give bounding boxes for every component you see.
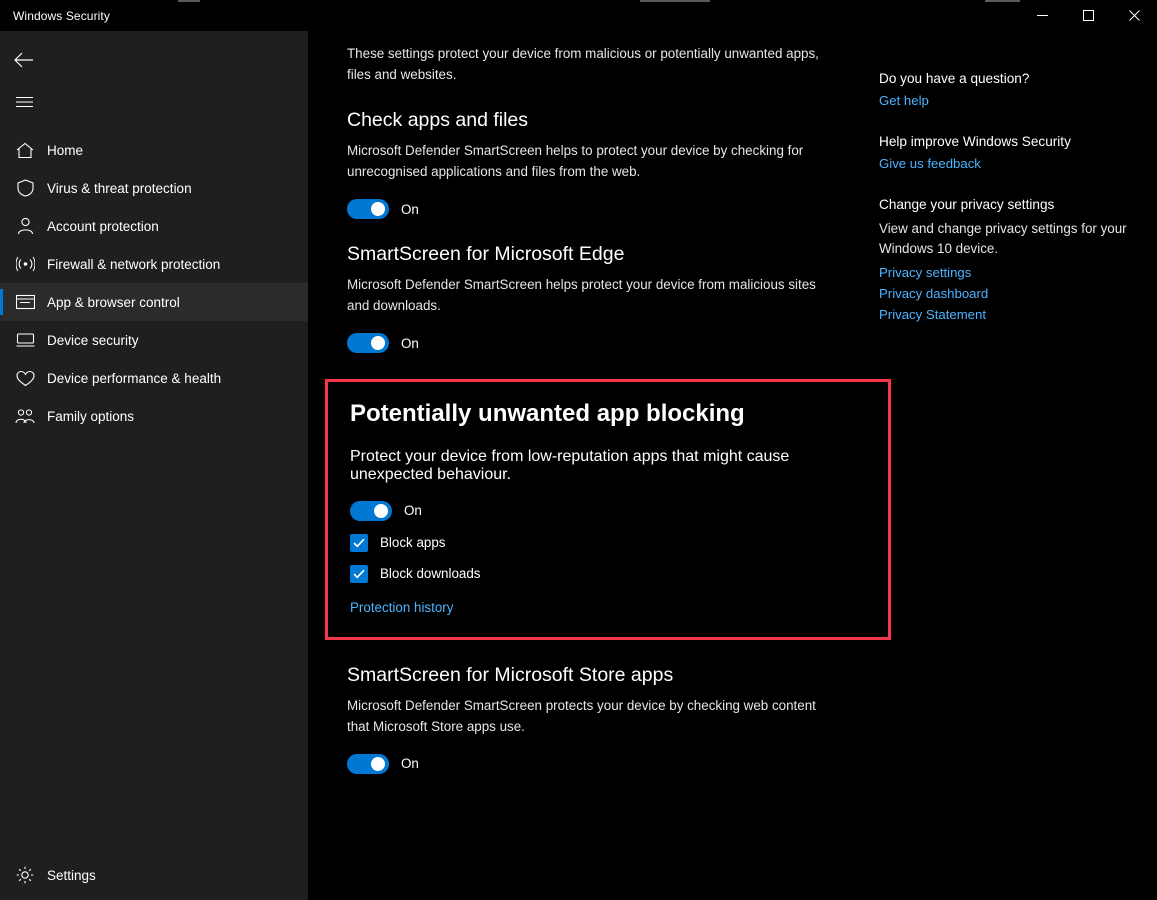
person-icon	[10, 217, 40, 235]
info-block-question	[879, 71, 1139, 108]
protection-history-link[interactable]: Protection history	[350, 599, 454, 615]
toggle-row	[350, 501, 866, 521]
checkbox-row-block-downloads[interactable]	[350, 565, 866, 583]
edge-segment	[640, 0, 710, 2]
block-apps-checkbox[interactable]	[350, 534, 368, 552]
sidebar-item-virus-threat-protection[interactable]	[0, 169, 308, 207]
toggle-row	[347, 333, 867, 353]
wifi-icon	[10, 256, 40, 272]
section-heading: Potentially unwanted app blocking	[350, 400, 745, 427]
hamburger-icon	[10, 96, 38, 108]
sidebar-item-label: Account protection	[47, 218, 159, 234]
toggle-row	[347, 754, 867, 774]
edge-segment	[178, 0, 200, 2]
toggle-knob	[374, 504, 388, 518]
sidebar-item-device-security[interactable]	[0, 321, 308, 359]
give-us-feedback-link[interactable]: Give us feedback	[879, 156, 981, 171]
privacy-settings-link[interactable]: Privacy settings	[879, 265, 972, 280]
section-body: Microsoft Defender SmartScreen protects your device by checking web content that Microsoft Store apps use.	[347, 697, 816, 734]
section-smartscreen-for-microsoft-store-apps	[347, 664, 867, 774]
maximize-button[interactable]	[1065, 0, 1111, 31]
checkbox-label: Block apps	[380, 535, 446, 551]
checkbox-row-block-apps[interactable]	[350, 534, 866, 552]
info-block-text: View and change privacy settings for your Windows 10 device.	[879, 221, 1127, 256]
info-block-title: Do you have a question?	[879, 71, 1030, 86]
section-smartscreen-for-microsoft-edge	[347, 243, 867, 353]
sidebar-item-device-performance-health[interactable]	[0, 359, 308, 397]
sidebar-item-label: App & browser control	[47, 294, 180, 310]
privacy-dashboard-link[interactable]: Privacy dashboard	[879, 286, 989, 301]
sidebar-item-label: Family options	[47, 408, 135, 424]
smartscreen-edge-toggle[interactable]	[347, 333, 389, 353]
sidebar-item-family-options[interactable]	[0, 397, 308, 435]
window-title: Windows Security	[13, 8, 110, 23]
checkbox-label: Block downloads	[380, 566, 481, 582]
potentially-unwanted-app-blocking-toggle[interactable]	[350, 501, 392, 521]
home-icon	[10, 142, 40, 159]
sidebar-item-app-browser-control[interactable]	[0, 283, 308, 321]
sidebar-item-label: Device performance & health	[47, 370, 222, 386]
sidebar-item-account-protection[interactable]	[0, 207, 308, 245]
privacy-statement-link[interactable]: Privacy Statement	[879, 307, 987, 322]
section-potentially-unwanted-app-blocking	[325, 379, 891, 640]
sidebar-item-settings[interactable]	[0, 856, 308, 894]
back-button[interactable]	[0, 39, 308, 81]
sidebar-item-label: Virus & threat protection	[47, 180, 192, 196]
section-heading: SmartScreen for Microsoft Store apps	[347, 663, 674, 686]
sidebar-item-label: Home	[47, 142, 84, 158]
intro-text: These settings protect your device from malicious or potentially unwanted apps, files and websites.	[347, 46, 819, 82]
sidebar-item-label: Firewall & network protection	[47, 256, 221, 272]
smartscreen-store-apps-toggle[interactable]	[347, 754, 389, 774]
toggle-state-label: On	[401, 756, 419, 772]
toggle-state-label: On	[401, 201, 419, 217]
settings-column	[347, 31, 867, 774]
main-content	[308, 31, 1157, 900]
sidebar	[0, 31, 308, 900]
toggle-row	[347, 199, 867, 219]
back-arrow-icon	[10, 52, 38, 68]
right-info-panel	[879, 31, 1139, 348]
sidebar-item-firewall-network-protection[interactable]	[0, 245, 308, 283]
toggle-state-label: On	[404, 503, 422, 519]
toggle-knob	[371, 202, 385, 216]
toggle-knob	[371, 336, 385, 350]
shield-icon	[10, 179, 40, 197]
close-button[interactable]	[1111, 0, 1157, 31]
hamburger-menu-button[interactable]	[0, 81, 308, 123]
gear-icon	[10, 866, 40, 884]
device-icon	[10, 332, 40, 348]
section-body: Microsoft Defender SmartScreen helps protect your device from malicious sites and downloads.	[347, 277, 816, 313]
info-block-improve	[879, 134, 1139, 171]
info-block-privacy	[879, 197, 1139, 322]
window-top-edge	[0, 0, 1157, 2]
family-icon	[10, 408, 40, 425]
info-block-title: Help improve Windows Security	[879, 134, 1071, 149]
sidebar-nav	[0, 131, 308, 435]
info-block-title: Change your privacy settings	[879, 197, 1055, 212]
section-body: Protect your device from low-reputation apps that might cause unexpected behaviour.	[350, 447, 790, 483]
section-check-apps-and-files	[347, 109, 867, 219]
check-apps-and-files-toggle[interactable]	[347, 199, 389, 219]
sidebar-item-label: Settings	[47, 867, 96, 883]
edge-segment	[985, 0, 1020, 2]
section-heading: SmartScreen for Microsoft Edge	[347, 243, 625, 265]
sidebar-item-label: Device security	[47, 332, 139, 348]
toggle-state-label: On	[401, 335, 419, 351]
section-body: Microsoft Defender SmartScreen helps to protect your device by checking for unrecognised applications and files from the web.	[347, 143, 804, 179]
toggle-knob	[371, 757, 385, 771]
minimize-button[interactable]	[1019, 0, 1065, 31]
heart-icon	[10, 370, 40, 387]
section-heading: Check apps and files	[347, 109, 529, 131]
title-bar	[0, 0, 1157, 31]
block-downloads-checkbox[interactable]	[350, 565, 368, 583]
app-window-icon	[10, 294, 40, 310]
get-help-link[interactable]: Get help	[879, 93, 929, 108]
sidebar-item-home[interactable]	[0, 131, 308, 169]
